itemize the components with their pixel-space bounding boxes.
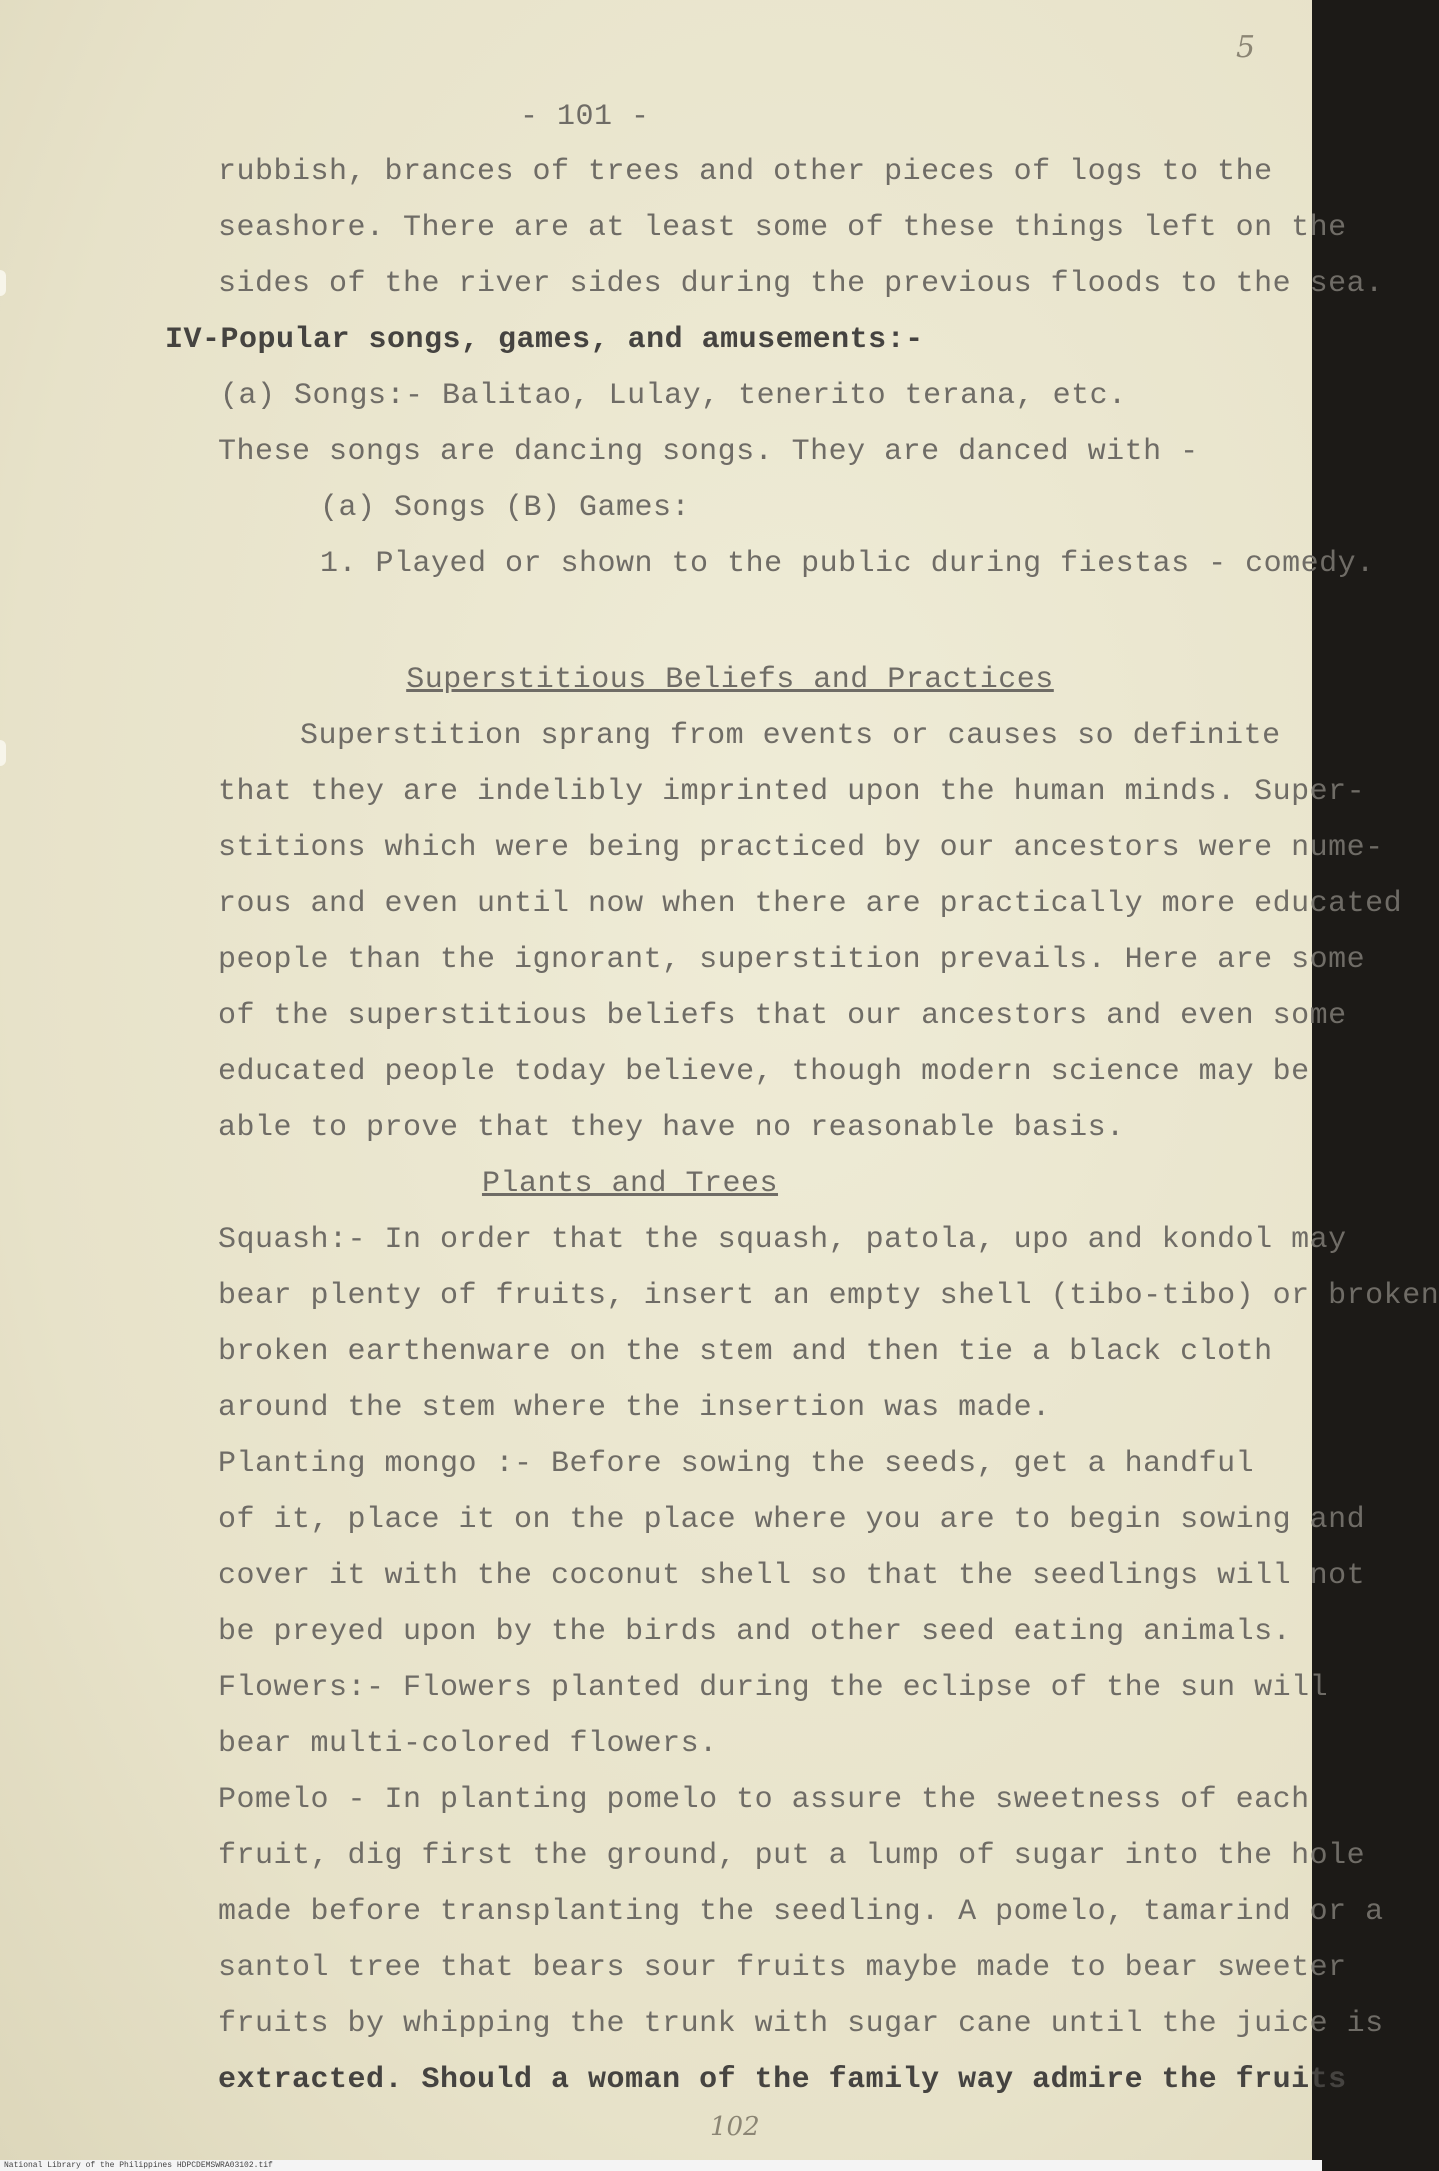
page-number: - 101 - [520,100,650,134]
text-line: sides of the river sides during the previous floods to the sea. [218,267,1384,301]
text-line: 1. Played or shown to the public during fiestas - comedy. [320,547,1375,581]
text-line: educated people today believe, though modern science may be [218,1055,1310,1089]
text-line: that they are indelibly imprinted upon the human minds. Super- [218,775,1366,809]
section-heading: IV-Popular songs, games, and amusements:- [165,323,924,357]
text-line: Flowers:- Flowers planted during the eclipse of the sun will [218,1671,1329,1705]
text-line: rubbish, brances of trees and other pieces of logs to the [218,155,1273,189]
page-edge-tab [0,740,6,766]
text-line: stitions which were being practiced by our ancestors were nume- [218,831,1384,865]
text-line: fruits by whipping the trunk with sugar cane until the juice is [218,2007,1384,2041]
text-line: (a) Songs (B) Games: [320,491,691,525]
text-line: able to prove that they have no reasonable basis. [218,1111,1125,1145]
text-line: be preyed upon by the birds and other seed eating animals. [218,1615,1292,1649]
corner-page-mark: 5 [1236,30,1256,65]
text-line: These songs are dancing songs. They are danced with - [218,435,1199,469]
text-line: people than the ignorant, superstition prevails. Here are some [218,943,1366,977]
text-line: fruit, dig first the ground, put a lump of sugar into the hole [218,1839,1366,1873]
text-line: Planting mongo :- Before sowing the seeds, get a handful [218,1447,1255,1481]
text-line: cover it with the coconut shell so that the seedlings will not [218,1559,1366,1593]
text-line: of the superstitious beliefs that our ancestors and even some [218,999,1347,1033]
subsection-title: Plants and Trees [481,1167,779,1201]
scan-footer: National Library of the Philippines HDPCDEMSWRA03102.tif [0,2160,1322,2171]
text-line: seashore. There are at least some of these things left on the [218,211,1347,245]
section-title: Superstitious Beliefs and Practices [406,663,1054,697]
text-line: bear multi-colored flowers. [218,1727,718,1761]
text-line: around the stem where the insertion was made. [218,1391,1051,1425]
text-line: Superstition sprang from events or causes so definite [300,719,1281,753]
text-line: (a) Songs:- Balitao, Lulay, tenerito terana, etc. [220,379,1127,413]
text-line: Squash:- In order that the squash, patola, upo and kondol may [218,1223,1347,1257]
text-line: santol tree that bears sour fruits maybe made to bear sweeter [218,1951,1347,1985]
text-line: bear plenty of fruits, insert an empty shell (tibo-tibo) or broken [218,1279,1439,1313]
text-line: Pomelo - In planting pomelo to assure the sweetness of each [218,1783,1310,1817]
handwritten-page-mark: 102 [710,2112,760,2142]
text-line: extracted. Should a woman of the family way admire the fruits [218,2063,1347,2097]
text-line: broken earthenware on the stem and then tie a black cloth [218,1335,1273,1369]
text-line: made before transplanting the seedling. A pomelo, tamarind or a [218,1895,1384,1929]
page-edge-tab [0,270,6,296]
text-line: of it, place it on the place where you are to begin sowing and [218,1503,1366,1537]
text-line: rous and even until now when there are practically more educated [218,887,1403,921]
